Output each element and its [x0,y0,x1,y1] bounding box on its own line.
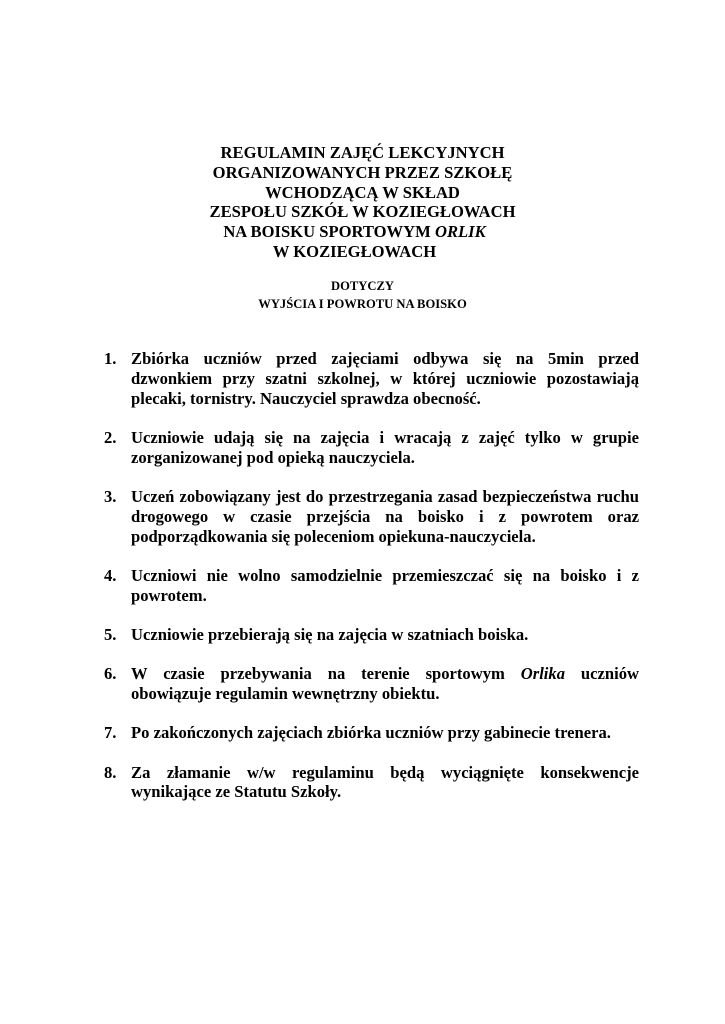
title-line-5-text: NA BOISKU SPORTOWYM [223,222,431,242]
rule-number: 4. [104,565,117,585]
title-line-6: W KOZIEGŁOWACH [272,241,437,261]
subtitle-line-2: WYJŚCIA I POWROTU NA BOISKO [258,296,467,311]
rule-item-5 [104,625,639,645]
title-line-3: WCHODZĄCĄ W SKŁAD [265,182,460,202]
rule-text-after: uczniów obowiązuje regulamin wewnętrzny obiektu. [131,664,639,704]
rule-text: Za złamanie w/w regulaminu będą wyciągnięte konsekwencje wynikające ze Statutu Szkoły. [131,762,639,802]
rule-item-8 [104,763,639,803]
document-subtitle [0,278,725,313]
rule-item-6 [104,664,639,704]
rule-text-italic: Orlika [520,664,566,684]
rule-item-2 [104,428,639,468]
rule-text-before: W czasie przebywania na terenie sportowym [131,664,505,684]
rule-item-3 [104,487,639,546]
subtitle-line-1: DOTYCZY [331,279,394,293]
rule-text: Uczniowi nie wolno samodzielnie przemieszczać się na boisko i z powrotem. [131,565,639,605]
title-line-4: ZESPOŁU SZKÓŁ W KOZIEGŁOWACH [209,202,516,222]
rule-text: Uczniowie udają się na zajęcia i wracają z zajęć tylko w grupie zorganizowanej pod opieką nauczyciela. [131,427,639,467]
rule-text: Zbiórka uczniów przed zajęciami odbywa się na 5min przed dzwonkiem przy szatni szkolnej, w której uczniowie pozostawiają plecaki, tornistry. Nauczyciel sprawdza obecność. [131,349,639,408]
rule-number: 8. [104,762,117,782]
rule-number: 7. [104,723,117,743]
title-line-5-italic: ORLIK [434,222,486,242]
rule-text: Uczeń zobowiązany jest do przestrzegania zasad bezpieczeństwa ruchu drogowego w czasie przejścia na boisko i z powrotem oraz podporządkowania się poleceniom opiekuna-nauczyciela. [131,486,639,546]
rule-number: 3. [104,486,117,506]
rules-list [104,349,639,822]
rule-item-4 [104,566,639,606]
rule-number: 6. [104,664,117,684]
rule-text: Po zakończonych zajęciach zbiórka uczniów przy gabinecie trenera. [131,723,611,743]
rule-item-7 [104,723,639,743]
title-line-1: REGULAMIN ZAJĘĆ LEKCYJNYCH [220,143,505,162]
rule-number: 2. [104,427,117,447]
rule-item-1 [104,349,639,408]
document-title [0,143,725,262]
rule-number: 1. [104,349,117,368]
rule-number: 5. [104,624,117,644]
rule-text: Uczniowie przebierają się na zajęcia w szatniach boiska. [131,624,529,644]
title-line-2: ORGANIZOWANYCH PRZEZ SZKOŁĘ [212,162,513,182]
title-line-5 [0,222,725,242]
rule-text [131,664,639,704]
